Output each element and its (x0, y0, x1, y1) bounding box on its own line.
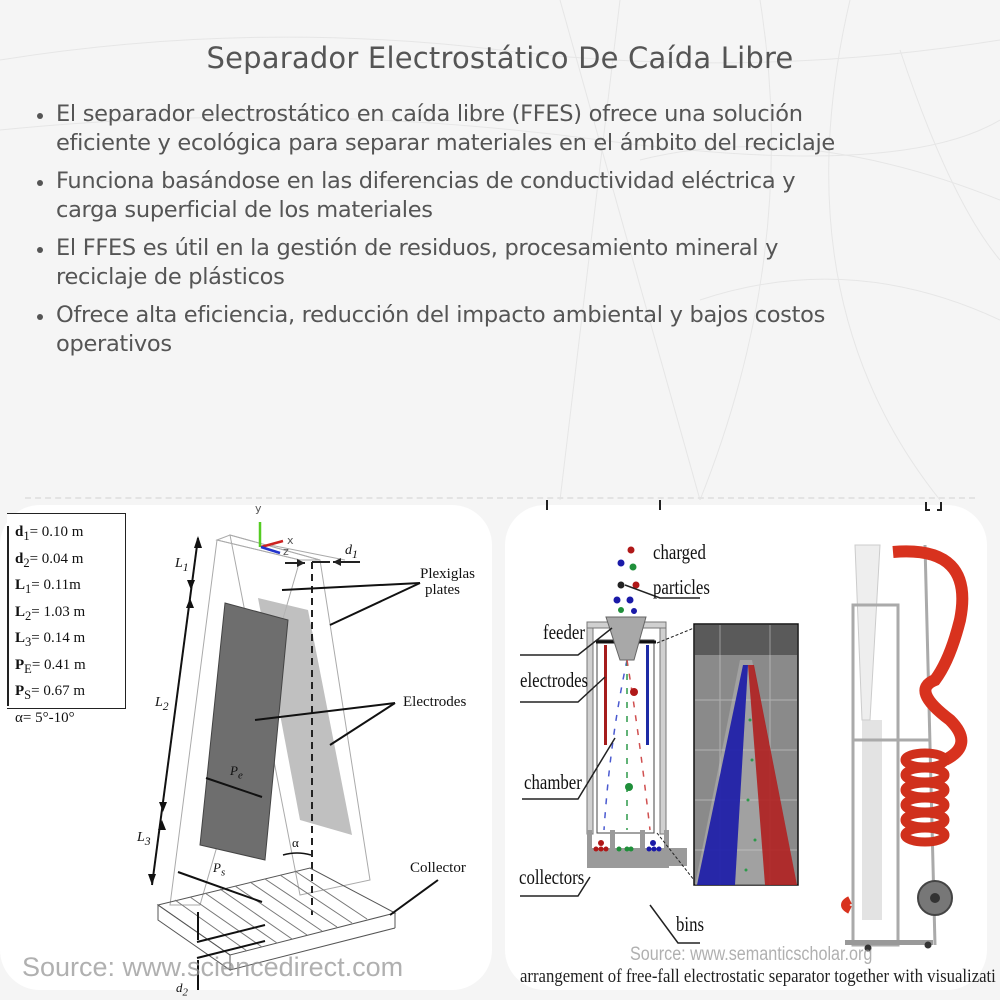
param-row: $L_2= 1.03$ m (15, 603, 86, 623)
source-credit-left: Source: www.sciencedirect.com (22, 952, 404, 982)
label-bins: bins (676, 912, 705, 936)
label-charged: charged (653, 540, 706, 564)
ffes-chamber-diagram (505, 495, 1000, 1000)
bullet-dot-icon (37, 113, 43, 119)
label-d1: $d_1$ (345, 543, 358, 561)
param-row: $L_3= 0.14$ m (15, 630, 86, 649)
axis-x-label: x (287, 534, 294, 547)
param-row: $d_1= 0.10$ m (15, 524, 84, 543)
bullet-item: Funciona basándose en las diferencias de conductividad eléctrica y carga superficial de los materiales (34, 167, 974, 225)
label-plexiglas: Plexiglas (420, 566, 475, 582)
bullet-dot-icon (37, 314, 43, 320)
label-collector: Collector (410, 860, 466, 876)
figure-caption: arrangement of free-fall electrostatic separator together with visualizati (520, 966, 996, 987)
label-d2: $d_2$ (176, 980, 188, 999)
label-L2: $L_2$ (155, 695, 169, 713)
label-pe: $P_e$ (230, 763, 243, 782)
label-collectors: collectors (519, 865, 585, 889)
label-feeder: feeder (543, 620, 585, 644)
label-chamber: chamber (524, 770, 582, 794)
label-ps: $P_s$ (213, 860, 226, 879)
parameter-table (7, 513, 126, 726)
axis-z-label: z (283, 545, 289, 558)
bullet-item: El FFES es útil en la gestión de residuos, procesamiento mineral y reciclaje de plásticos (34, 234, 974, 292)
param-row: $P_S= 0.67$ m (15, 683, 86, 702)
param-row: $P_E= 0.41$ m (15, 656, 86, 676)
bullet-dot-icon (37, 180, 43, 186)
source-credit-right: Source: www.semanticscholar.org (630, 944, 873, 965)
label-plates: plates (425, 582, 460, 598)
label-L3: $L_3$ (137, 830, 151, 848)
param-row: α= 5°-10° (15, 709, 75, 726)
label-electrodes: Electrodes (403, 694, 467, 710)
label-L1: $L_1$ (175, 556, 189, 574)
bullet-item: Ofrece alta eficiencia, reducción del impacto ambiental y bajos costos operativos (34, 301, 974, 359)
page-title: Separador Electrostático De Caída Libre (206, 41, 794, 76)
label-electrodes-right: electrodes (520, 668, 589, 692)
bullet-dot-icon (37, 247, 43, 253)
param-row: $d_2= 0.04$ m (15, 550, 84, 570)
label-alpha: α (292, 835, 299, 850)
label-particles: particles (653, 575, 710, 599)
bullet-item: El separador electrostático en caída libre (FFES) ofrece una solución eficiente y ecológica para separar materiales en el ámbito del reciclaje (34, 100, 974, 158)
param-row: $L_1= 0.11m$ (15, 577, 81, 596)
axis-y-label: y (255, 502, 262, 515)
bullet-list (34, 100, 974, 368)
table-border (7, 526, 9, 706)
